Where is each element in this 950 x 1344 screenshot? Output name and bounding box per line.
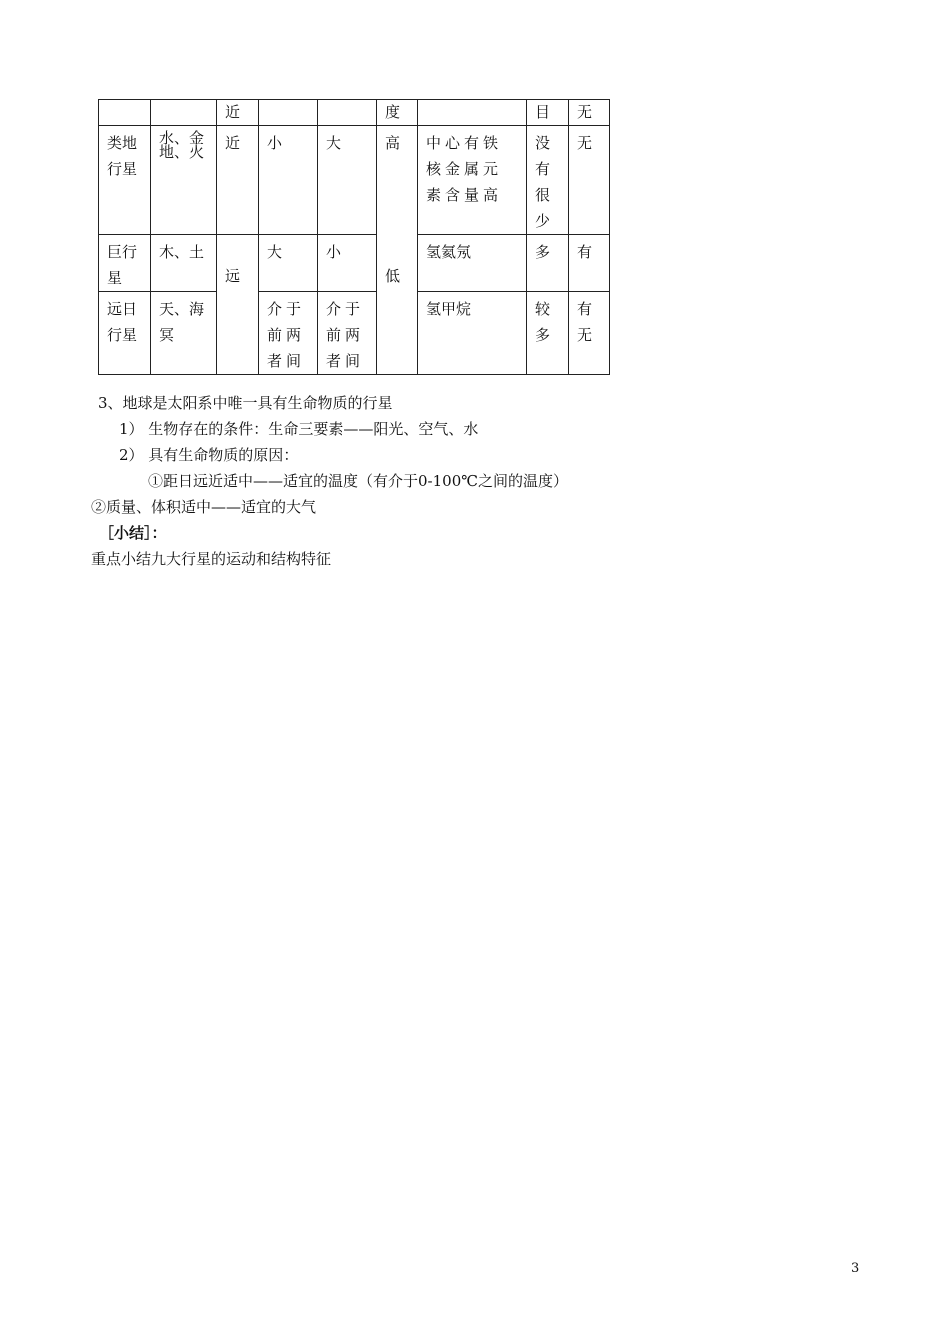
planet-density: 小 <box>318 235 377 292</box>
planet-type-distant: 远日 行星 <box>99 292 151 375</box>
table-cell <box>318 100 377 126</box>
planet-density: 介于前两者间 <box>318 292 377 375</box>
density-level-low: 低 <box>377 235 418 375</box>
summary-heading: ［小结］： <box>99 524 167 542</box>
distance-far: 远 <box>217 235 259 375</box>
planet-satellites: 没 有 很 少 <box>527 126 569 235</box>
planet-size: 大 <box>259 235 318 292</box>
list-item: 2） 具有生命物质的原因： <box>119 446 299 464</box>
table-row <box>99 126 610 235</box>
density-level-high: 高 <box>377 126 418 235</box>
table-row <box>99 100 610 126</box>
planet-rings: 有 <box>569 235 610 292</box>
reason-item: ②质量、体积适中——适宜的大气 <box>91 498 317 516</box>
reason-item: ①距日远近适中——适宜的温度（有介于0-100℃之间的温度） <box>148 472 569 490</box>
summary-text: 重点小结九大行星的运动和结构特征 <box>91 550 332 568</box>
table-cell <box>259 100 318 126</box>
planet-composition: 中心有铁核金属元素含量高 <box>418 126 527 235</box>
planet-comparison-table <box>98 99 610 375</box>
planet-satellites: 较 多 <box>527 292 569 375</box>
table-cell: 度 <box>377 100 418 126</box>
list-item: 1） 生物存在的条件：生命三要素——阳光、空气、水 <box>119 420 479 438</box>
planet-density: 大 <box>318 126 377 235</box>
planet-rings: 无 <box>569 126 610 235</box>
planet-type-giant: 巨行 星 <box>99 235 151 292</box>
planet-size: 介于前两者间 <box>259 292 318 375</box>
planet-rings: 有 无 <box>569 292 610 375</box>
planet-members: 天、海 冥 <box>151 292 217 375</box>
planet-size: 小 <box>259 126 318 235</box>
table-row <box>99 235 610 292</box>
planet-composition: 氢氦氖 <box>418 235 527 292</box>
table-cell <box>418 100 527 126</box>
planet-members: 水、金 地、火 <box>151 126 217 235</box>
table-cell <box>151 100 217 126</box>
planet-composition: 氢甲烷 <box>418 292 527 375</box>
table-cell: 目 <box>527 100 569 126</box>
planet-members: 木、土 <box>151 235 217 292</box>
table-row <box>99 292 610 375</box>
distance-near: 近 <box>217 126 259 235</box>
table-cell: 近 <box>217 100 259 126</box>
page-number: 3 <box>851 1261 860 1276</box>
table-cell <box>99 100 151 126</box>
table-cell: 无 <box>569 100 610 126</box>
planet-type-terrestrial: 类地 行星 <box>99 126 151 235</box>
section-heading: 3、地球是太阳系中唯一具有生命物质的行星 <box>98 394 393 412</box>
planet-satellites: 多 <box>527 235 569 292</box>
